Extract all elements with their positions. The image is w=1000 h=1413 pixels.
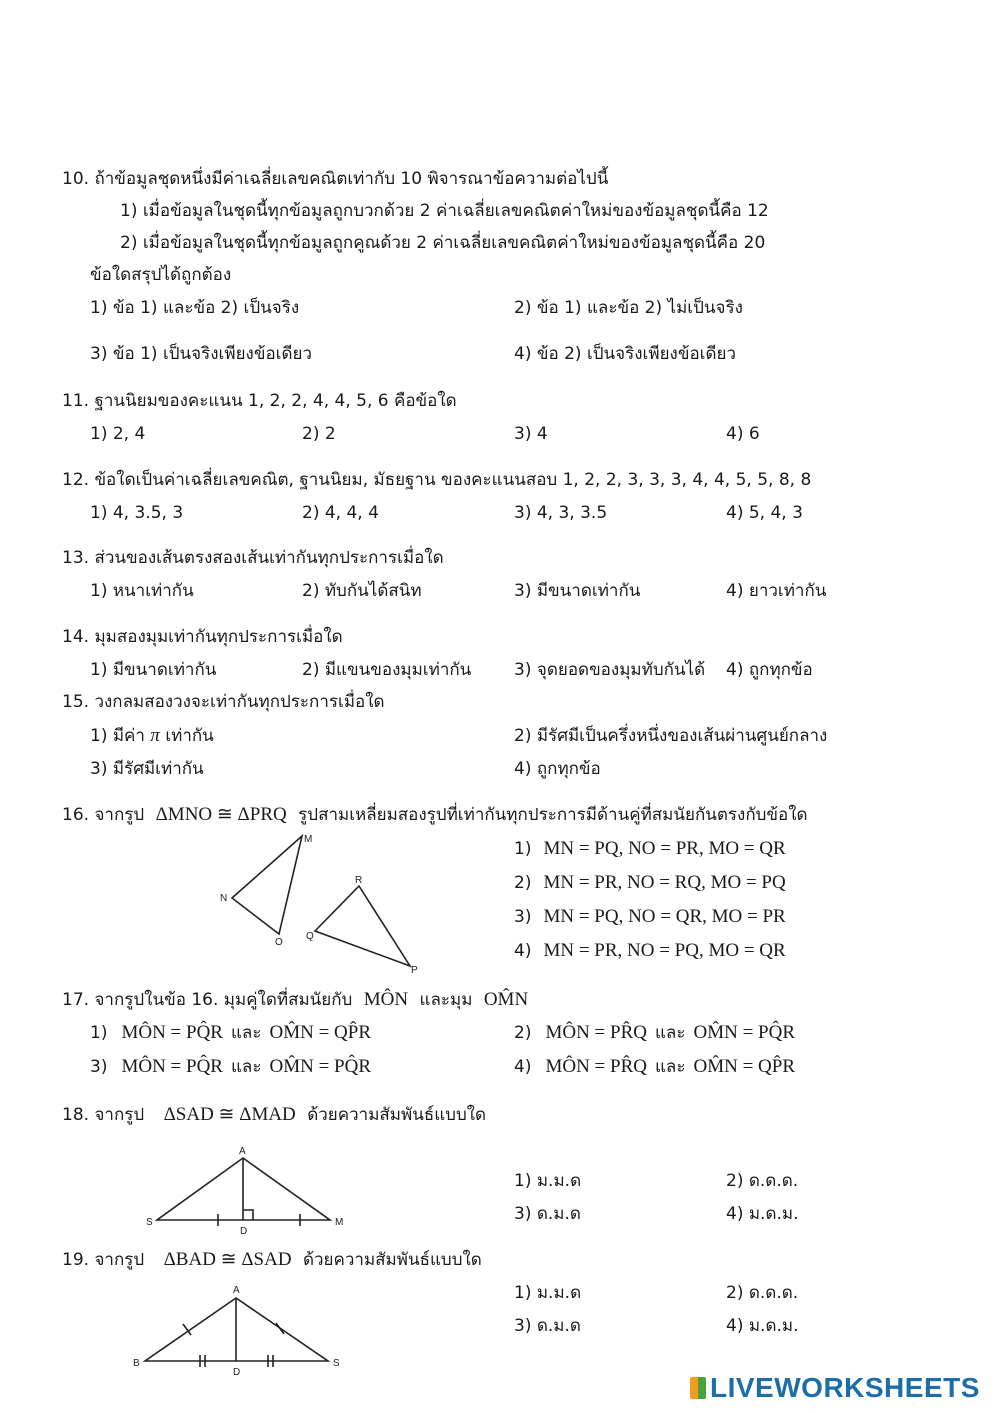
q17-stem bbox=[62, 989, 528, 1011]
q19-stem bbox=[62, 1249, 482, 1271]
q16-option-2[interactable] bbox=[514, 872, 786, 894]
q17-option-1-math-a: MÔN = PQ̂R bbox=[121, 1022, 223, 1043]
q16-option-1-math: MN = PQ, NO = PR, MO = QR bbox=[543, 838, 786, 859]
q17-option-2-math-a: MÔN = PR̂Q bbox=[545, 1022, 647, 1043]
q16-option-4[interactable] bbox=[514, 940, 786, 962]
right-angle-mark bbox=[243, 1210, 253, 1220]
q19-option-4[interactable]: 4) ม.ด.ม. bbox=[726, 1316, 799, 1336]
q15-option-4[interactable]: 4) ถูกทุกข้อ bbox=[514, 759, 601, 779]
q17-option-2-num: 2) bbox=[514, 1023, 532, 1043]
tick-as bbox=[276, 1323, 284, 1334]
vertex-o: O bbox=[275, 937, 283, 948]
q16-figure bbox=[215, 828, 425, 978]
q10-ask: ข้อใดสรุปได้ถูกต้อง bbox=[90, 265, 232, 285]
q19-figure bbox=[128, 1282, 358, 1382]
q17-option-2[interactable] bbox=[514, 1022, 795, 1044]
q16-option-1-num: 1) bbox=[514, 839, 532, 859]
q17-option-1[interactable] bbox=[90, 1022, 371, 1044]
q12-option-3[interactable]: 3) 4, 3, 3.5 bbox=[514, 503, 608, 523]
q16-option-3-num: 3) bbox=[514, 907, 532, 927]
q13-option-4[interactable]: 4) ยาวเท่ากัน bbox=[726, 581, 827, 601]
q17-option-3-math-b: OM̂N = PQ̂R bbox=[269, 1056, 371, 1077]
vertex-s: S bbox=[146, 1217, 153, 1228]
q16-option-1[interactable] bbox=[514, 838, 786, 860]
q16-stem-suffix: รูปสามเหลี่ยมสองรูปที่เท่ากันทุกประการมีด้านคู่ที่สมนัยกันตรงกับข้อใด bbox=[298, 805, 808, 825]
q17-option-3[interactable] bbox=[90, 1056, 371, 1078]
q12-stem: 12. ข้อใดเป็นค่าเฉลี่ยเลขคณิต, ฐานนิยม, มัธยฐาน ของคะแนนสอบ 1, 2, 2, 3, 3, 3, 4, 4, 5, 5, 8, 8 bbox=[62, 470, 812, 490]
q14-option-4[interactable]: 4) ถูกทุกข้อ bbox=[726, 660, 813, 680]
q10-stem: 10. ถ้าข้อมูลชุดหนึ่งมีค่าเฉลี่ยเลขคณิตเท่ากับ 10 พิจารณาข้อความต่อไปนี้ bbox=[62, 169, 609, 189]
vertex-d: D bbox=[233, 1367, 241, 1378]
q19-stem-suffix: ด้วยความสัมพันธ์แบบใด bbox=[302, 1250, 482, 1270]
q18-option-1[interactable]: 1) ม.ม.ด bbox=[514, 1171, 582, 1191]
logo-text: LIVEWORKSHEETS bbox=[710, 1372, 980, 1403]
q16-stem-prefix: 16. จากรูป bbox=[62, 805, 145, 825]
q17-angle-omn: OM̂N bbox=[483, 989, 529, 1010]
q19-stem-prefix: 19. จากรูป bbox=[62, 1250, 145, 1270]
q13-option-2[interactable]: 2) ทับกันได้สนิท bbox=[302, 581, 422, 601]
q10-option-3[interactable]: 3) ข้อ 1) เป็นจริงเพียงข้อเดียว bbox=[90, 344, 313, 364]
q18-option-2[interactable]: 2) ด.ด.ด. bbox=[726, 1171, 799, 1191]
q14-option-1[interactable]: 1) มีขนาดเท่ากัน bbox=[90, 660, 217, 680]
logo-icon bbox=[690, 1377, 706, 1399]
q15-option-2[interactable]: 2) มีรัศมีเป็นครึ่งหนึ่งของเส้นผ่านศูนย์กลาง bbox=[514, 726, 828, 746]
q16-option-4-math: MN = PR, NO = PQ, MO = QR bbox=[543, 940, 786, 961]
q17-option-4-math-b: OM̂N = QP̂R bbox=[693, 1056, 795, 1077]
q11-option-2[interactable]: 2) 2 bbox=[302, 424, 336, 444]
q11-option-3[interactable]: 3) 4 bbox=[514, 424, 548, 444]
q10-option-2[interactable]: 2) ข้อ 1) และข้อ 2) ไม่เป็นจริง bbox=[514, 298, 743, 318]
q18-option-3[interactable]: 3) ด.ม.ด bbox=[514, 1204, 581, 1224]
q16-option-3[interactable] bbox=[514, 906, 786, 928]
q16-stem bbox=[62, 804, 808, 826]
q18-figure bbox=[140, 1142, 360, 1237]
q15-stem: 15. วงกลมสองวงจะเท่ากันทุกประการเมื่อใด bbox=[62, 692, 385, 712]
q13-option-1[interactable]: 1) หนาเท่ากัน bbox=[90, 581, 194, 601]
q13-option-3[interactable]: 3) มีขนาดเท่ากัน bbox=[514, 581, 641, 601]
q17-option-4-math-a: MÔN = PR̂Q bbox=[545, 1056, 647, 1077]
q10-option-1[interactable]: 1) ข้อ 1) และข้อ 2) เป็นจริง bbox=[90, 298, 300, 318]
q14-option-2[interactable]: 2) มีแขนของมุมเท่ากัน bbox=[302, 660, 472, 680]
vertex-m: M bbox=[304, 834, 313, 845]
q19-option-3[interactable]: 3) ด.ม.ด bbox=[514, 1316, 581, 1336]
q13-stem: 13. ส่วนของเส้นตรงสองเส้นเท่ากันทุกประการเมื่อใด bbox=[62, 548, 444, 568]
q17-stem-prefix: 17. จากรูปในข้อ 16. มุมคู่ใดที่สมนัยกับ bbox=[62, 990, 353, 1010]
q17-option-4-and: และ bbox=[654, 1057, 686, 1077]
vertex-s: S bbox=[333, 1358, 340, 1369]
q11-option-1[interactable]: 1) 2, 4 bbox=[90, 424, 146, 444]
q16-option-3-math: MN = PQ, NO = QR, MO = PR bbox=[543, 906, 786, 927]
q14-option-3[interactable]: 3) จุดยอดของมุมทับกันได้ bbox=[514, 660, 706, 680]
q17-option-2-math-b: OM̂N = PQ̂R bbox=[693, 1022, 795, 1043]
vertex-m: M bbox=[335, 1217, 344, 1228]
q10-statement-2: 2) เมื่อข้อมูลในชุดนี้ทุกข้อมูลถูกคูณด้วย 2 ค่าเฉลี่ยเลขคณิตค่าใหม่ของข้อมูลชุดนี้คือ 20 bbox=[120, 233, 766, 253]
triangle-prq bbox=[315, 886, 410, 966]
q12-option-1[interactable]: 1) 4, 3.5, 3 bbox=[90, 503, 184, 523]
triangle-mno bbox=[232, 836, 302, 934]
q16-option-2-num: 2) bbox=[514, 873, 532, 893]
q18-option-4[interactable]: 4) ม.ด.ม. bbox=[726, 1204, 799, 1224]
q10-statement-1: 1) เมื่อข้อมูลในชุดนี้ทุกข้อมูลถูกบวกด้วย 2 ค่าเฉลี่ยเลขคณิตค่าใหม่ของข้อมูลชุดนี้คือ 12 bbox=[120, 201, 769, 221]
q10-option-4[interactable]: 4) ข้อ 2) เป็นจริงเพียงข้อเดียว bbox=[514, 344, 737, 364]
q12-option-4[interactable]: 4) 5, 4, 3 bbox=[726, 503, 803, 523]
q19-option-1[interactable]: 1) ม.ม.ด bbox=[514, 1283, 582, 1303]
liveworksheets-logo bbox=[690, 1372, 980, 1404]
q17-option-3-math-a: MÔN = PQ̂R bbox=[121, 1056, 223, 1077]
q19-option-2[interactable]: 2) ด.ด.ด. bbox=[726, 1283, 799, 1303]
q17-option-1-num: 1) bbox=[90, 1023, 108, 1043]
vertex-p: P bbox=[411, 965, 418, 976]
q17-option-3-num: 3) bbox=[90, 1057, 108, 1077]
q11-option-4[interactable]: 4) 6 bbox=[726, 424, 760, 444]
q16-option-4-num: 4) bbox=[514, 941, 532, 961]
q17-option-3-and: และ bbox=[230, 1057, 262, 1077]
q19-congruence: ΔBAD ≅ ΔSAD bbox=[163, 1249, 292, 1270]
q12-option-2[interactable]: 2) 4, 4, 4 bbox=[302, 503, 379, 523]
q11-stem: 11. ฐานนิยมของคะแนน 1, 2, 2, 4, 4, 5, 6 คือข้อใด bbox=[62, 391, 457, 411]
q17-option-4[interactable] bbox=[514, 1056, 795, 1078]
q16-congruence: ΔMNO ≅ ΔPRQ bbox=[155, 804, 287, 825]
q16-option-2-math: MN = PR, NO = RQ, MO = PQ bbox=[543, 872, 786, 893]
q14-stem: 14. มุมสองมุมเท่ากันทุกประการเมื่อใด bbox=[62, 627, 343, 647]
vertex-n: N bbox=[220, 893, 228, 904]
vertex-r: R bbox=[355, 875, 363, 886]
q15-option-1-text-b: เท่ากัน bbox=[159, 726, 214, 746]
q15-option-1[interactable] bbox=[90, 725, 214, 747]
q18-stem-prefix: 18. จากรูป bbox=[62, 1105, 145, 1125]
q17-option-1-and: และ bbox=[230, 1023, 262, 1043]
q17-angle-mon: MÔN bbox=[363, 989, 409, 1010]
q18-stem-suffix: ด้วยความสัมพันธ์แบบใด bbox=[307, 1105, 487, 1125]
vertex-a: A bbox=[239, 1146, 246, 1157]
vertex-a: A bbox=[233, 1285, 240, 1296]
q15-option-3[interactable]: 3) มีรัศมีเท่ากัน bbox=[90, 759, 204, 779]
q17-option-2-and: และ bbox=[654, 1023, 686, 1043]
q15-option-1-text-a: 1) มีค่า bbox=[90, 726, 151, 746]
vertex-b: B bbox=[133, 1358, 140, 1369]
q18-congruence: ΔSAD ≅ ΔMAD bbox=[163, 1104, 296, 1125]
q17-stem-mid: และมุม bbox=[419, 990, 473, 1010]
q17-option-1-math-b: OM̂N = QP̂R bbox=[269, 1022, 371, 1043]
q18-stem bbox=[62, 1104, 486, 1126]
pi-symbol: π bbox=[150, 725, 160, 746]
q17-option-4-num: 4) bbox=[514, 1057, 532, 1077]
vertex-q: Q bbox=[306, 931, 314, 942]
vertex-d: D bbox=[240, 1226, 248, 1237]
